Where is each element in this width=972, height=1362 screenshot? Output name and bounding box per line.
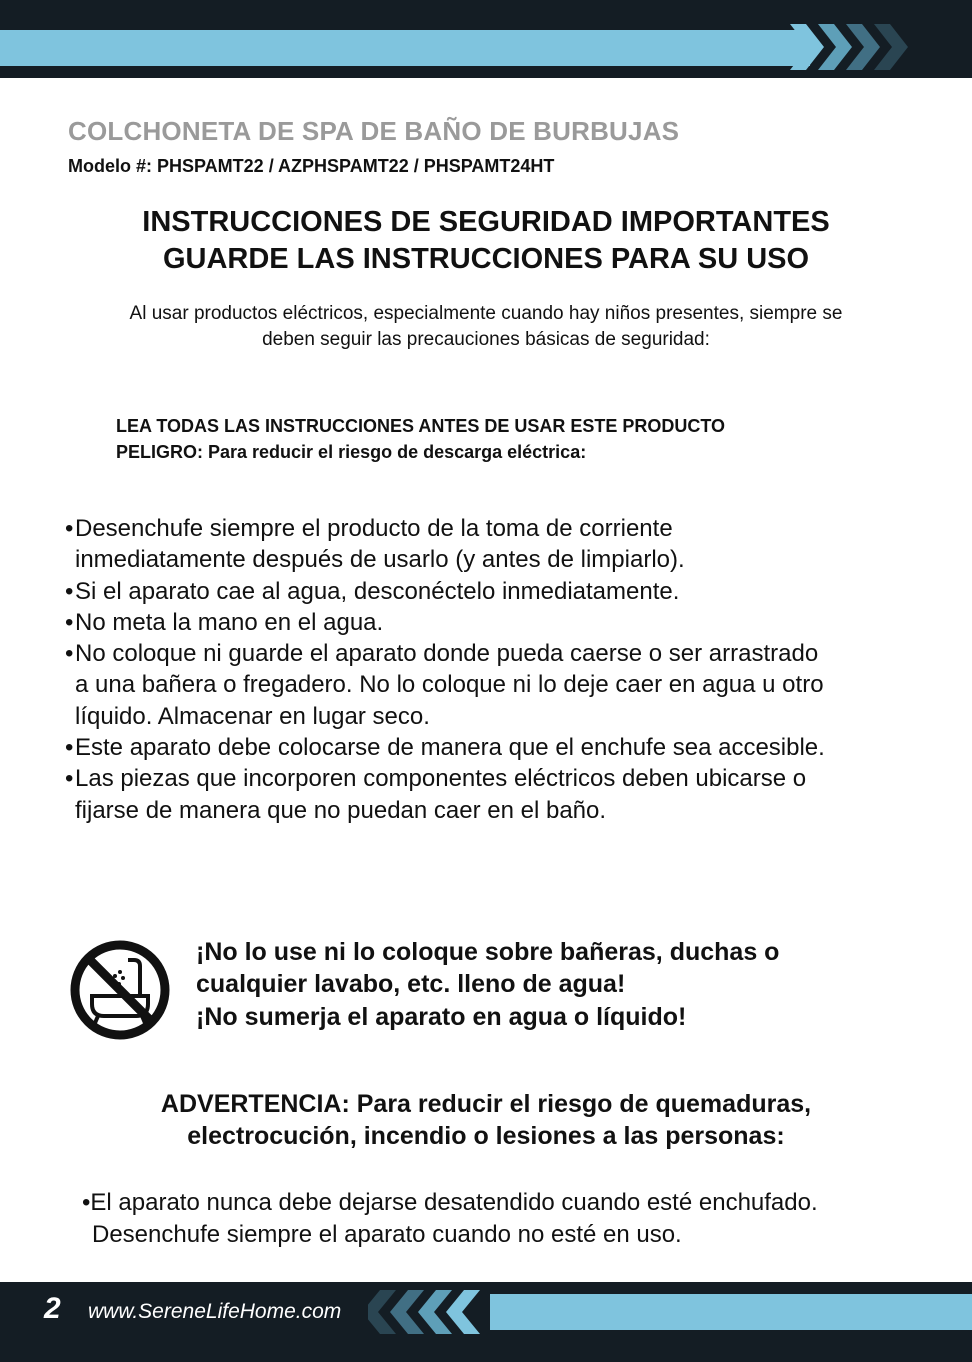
- no-bathtub-icon: [68, 938, 172, 1042]
- unattended-warning: [78, 1187, 952, 1251]
- bullet-dot: •: [65, 608, 74, 636]
- danger-notice: PELIGRO: Para reducir el riesgo de descarga eléctrica:: [116, 442, 587, 462]
- bullet-text: a una bañera o fregadero. No lo coloque ni lo deje caer en agua u otro: [75, 671, 824, 699]
- bullet-dot: •: [82, 1189, 91, 1216]
- bullet-dot: •: [65, 765, 74, 793]
- bullet-dot: •: [65, 577, 74, 605]
- header-chevrons-icon: [790, 22, 930, 72]
- warning-line1: ¡No lo use ni lo coloque sobre bañeras, duchas o: [196, 938, 780, 966]
- bullet-text: No coloque ni guarde el aparato donde pueda caerse o ser arrastrado: [75, 640, 819, 668]
- safety-heading-line1: INSTRUCCIONES DE SEGURIDAD IMPORTANTES: [142, 206, 830, 238]
- advertencia-line1: ADVERTENCIA: Para reducir el riesgo de quemaduras,: [160, 1090, 812, 1118]
- warning-line2: cualquier lavabo, etc. lleno de agua!: [196, 970, 626, 998]
- bullet-text: No meta la mano en el agua.: [75, 608, 384, 636]
- safety-bullet-list: [60, 513, 940, 826]
- unattended-line1: El aparato nunca debe dejarse desatendido cuando esté enchufado.: [90, 1189, 818, 1216]
- bullet-text: inmediatamente después de usarlo (y antes de limpiarlo).: [75, 546, 685, 574]
- safety-bullet: [60, 607, 940, 638]
- footer-accent-bar: [490, 1294, 972, 1330]
- unattended-line2: Desenchufe siempre el aparato cuando no esté en uso.: [92, 1221, 682, 1248]
- safety-heading-line2: GUARDE LAS INSTRUCCIONES PARA SU USO: [162, 243, 810, 275]
- bullet-text: Desenchufe siempre el producto de la toma de corriente: [75, 515, 673, 542]
- safety-bullet: [60, 732, 940, 763]
- model-number: Modelo #: PHSPAMT22 / AZPHSPAMT22 / PHSPAMT24HT: [68, 156, 555, 176]
- bullet-text: líquido. Almacenar en lugar seco.: [75, 702, 430, 730]
- bullet-text: fijarse de manera que no puedan caer en el baño.: [75, 796, 607, 824]
- product-title: COLCHONETA DE SPA DE BAÑO DE BURBUJAS: [68, 116, 680, 146]
- bullet-dot: •: [65, 734, 74, 762]
- intro-line2: deben seguir las precauciones básicas de seguridad:: [262, 329, 710, 350]
- advertencia-line2: electrocución, incendio o lesiones a las personas:: [187, 1122, 785, 1150]
- bullet-dot: •: [65, 640, 74, 668]
- bullet-dot: •: [65, 515, 74, 542]
- read-all-notice: LEA TODAS LAS INSTRUCCIONES ANTES DE USAR ESTE PRODUCTO: [116, 416, 726, 436]
- header-accent-bar: [0, 30, 810, 66]
- bullet-text: Si el aparato cae al agua, desconéctelo inmediatamente.: [75, 577, 680, 605]
- warning-line3: ¡No sumerja el aparato en agua o líquido!: [196, 1003, 687, 1031]
- safety-bullet: [60, 763, 940, 826]
- safety-bullet: [60, 638, 940, 732]
- intro-line1: Al usar productos eléctricos, especialmente cuando hay niños presentes, siempre se: [129, 303, 843, 324]
- bullet-text: Las piezas que incorporen componentes eléctricos deben ubicarse o: [75, 765, 807, 793]
- safety-bullet: [60, 576, 940, 607]
- safety-bullet: [60, 513, 940, 576]
- bullet-text: Este aparato debe colocarse de manera que el enchufe sea accesible.: [75, 734, 825, 762]
- footer-chevrons-icon: [368, 1286, 498, 1338]
- website-link[interactable]: www.SereneLifeHome.com: [88, 1300, 342, 1323]
- page-number: 2: [44, 1292, 61, 1325]
